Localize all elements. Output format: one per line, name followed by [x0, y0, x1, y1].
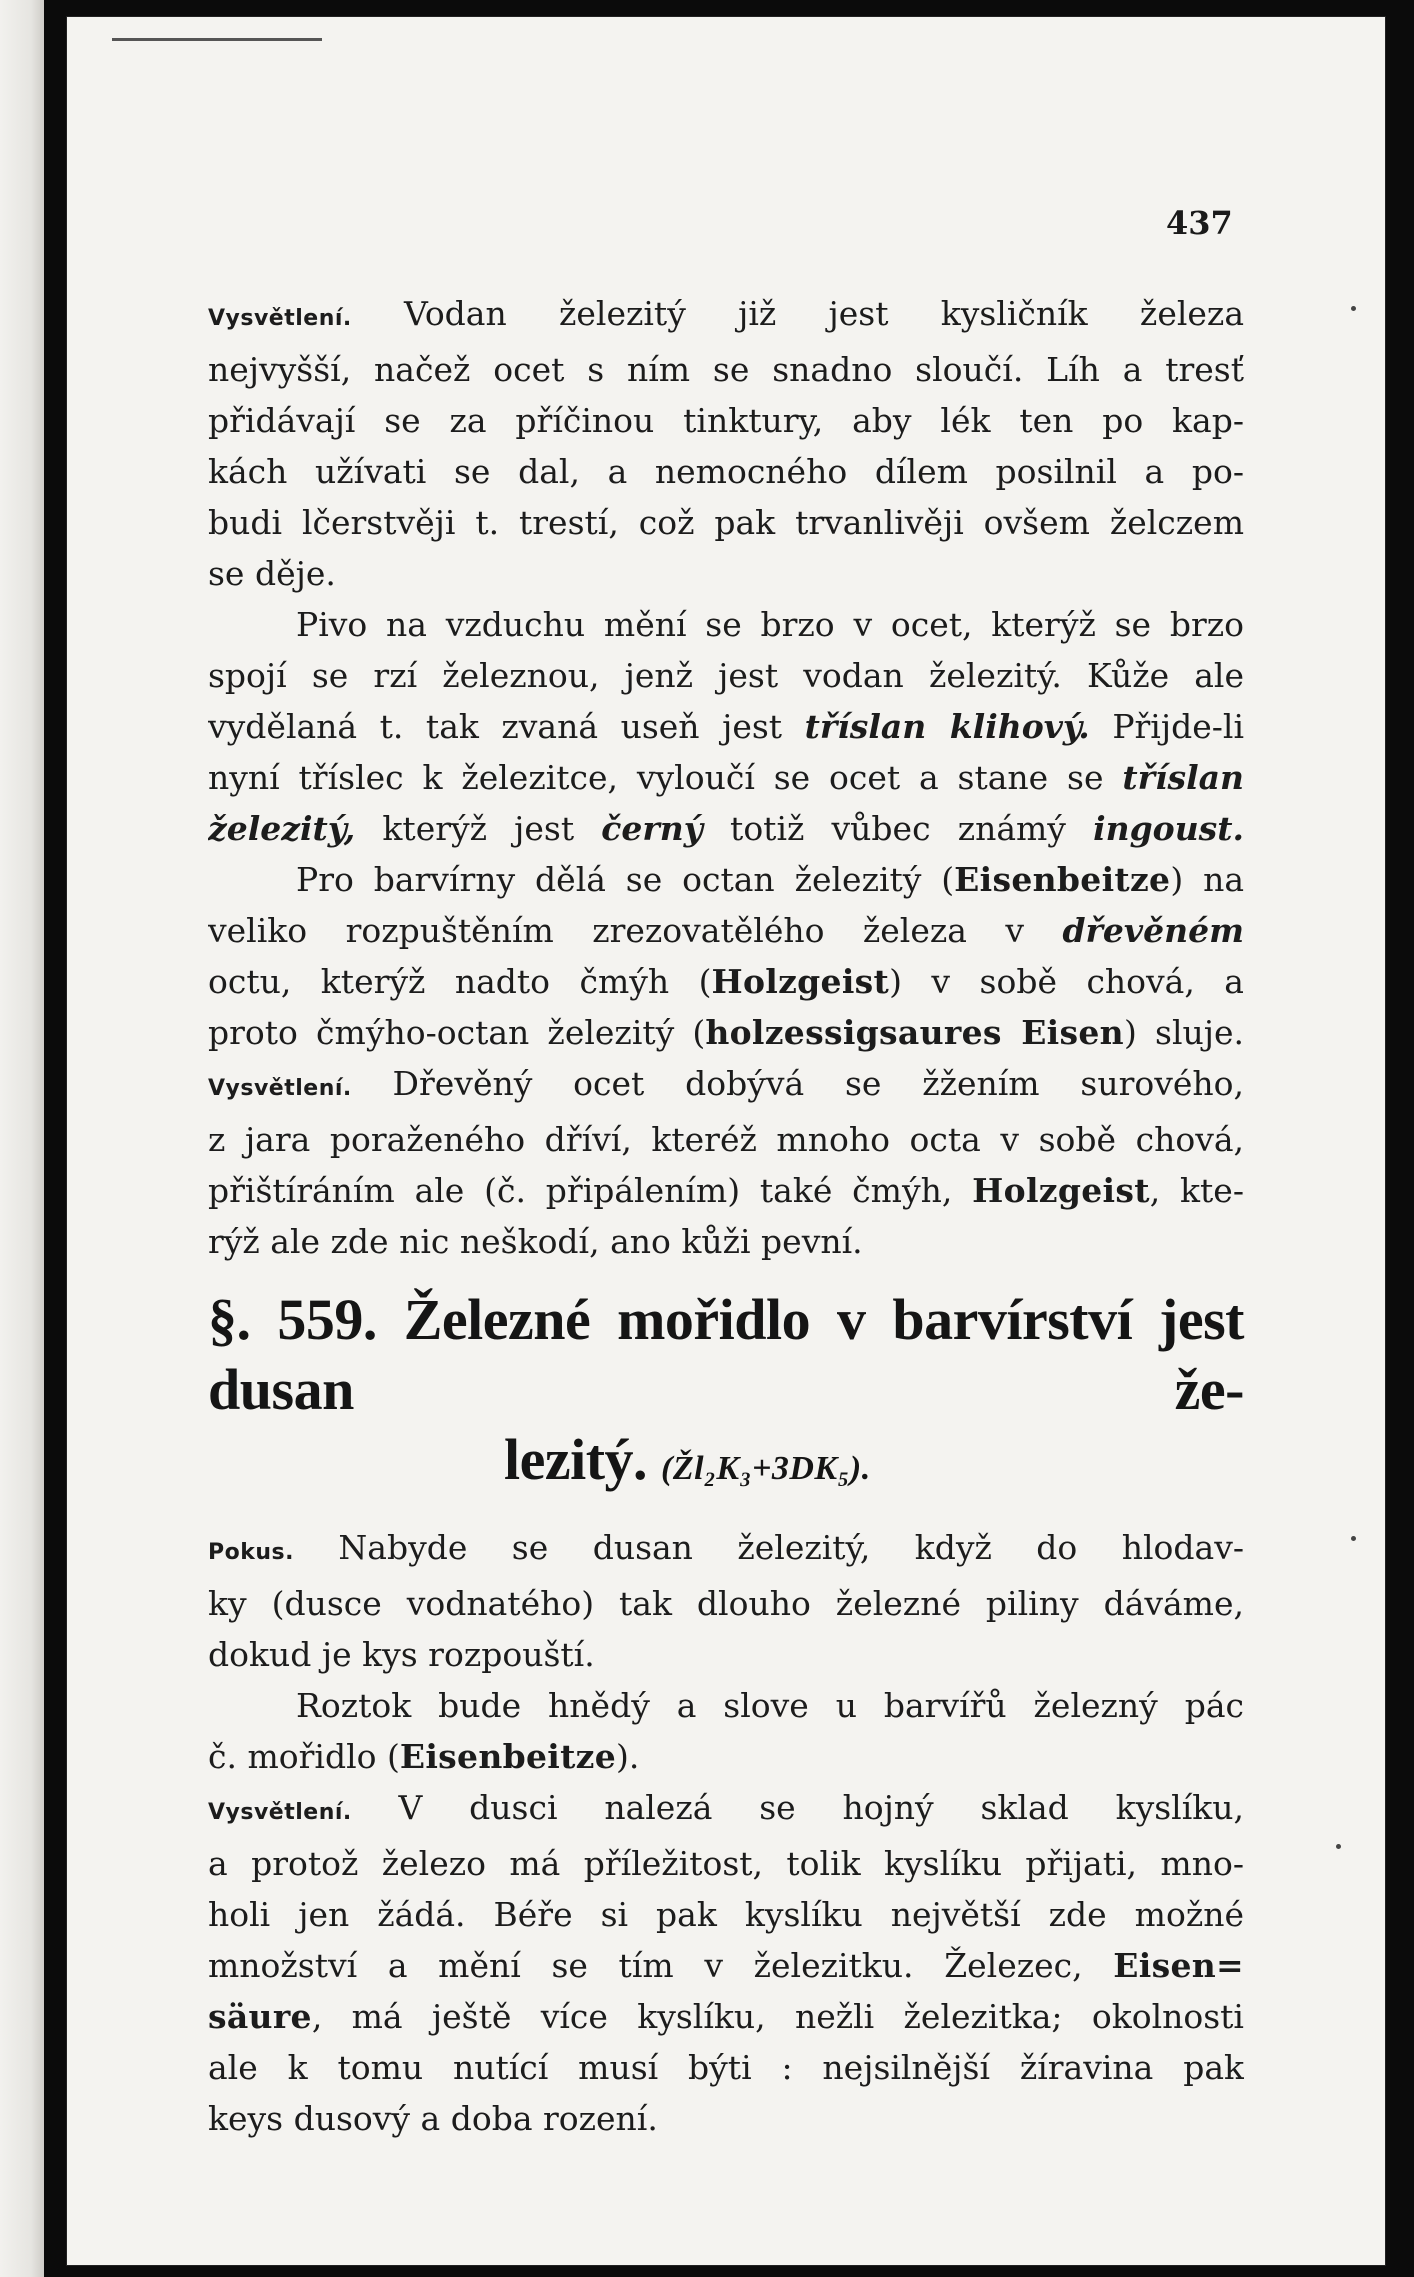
text-segment: č. mořidlo (	[208, 1737, 400, 1776]
speck-mark	[1351, 306, 1356, 311]
text-segment: ) na	[1170, 860, 1244, 899]
text-segment: Roztok bude hnědý a slove u barvířů železný pác	[296, 1686, 1244, 1725]
text-segment: octu, kterýž nadto čmýh (	[208, 962, 712, 1001]
italic-term: železitý,	[208, 809, 356, 848]
italic-term: dřevěném	[1062, 911, 1244, 950]
text-line	[208, 395, 1244, 446]
text-segment: veliko rozpuštěním zrezovatělého železa v	[208, 911, 1063, 950]
text-line	[208, 803, 1244, 854]
text-segment: holi jen žádá. Béře si pak kyslíku největší zde možné	[208, 1895, 1244, 1934]
text-segment: proto čmýho-octan železitý (	[208, 1013, 706, 1052]
text-segment: Přijde-li	[1089, 707, 1244, 746]
text-line	[208, 548, 1244, 599]
paragraph-label: Pokus.	[208, 1540, 294, 1565]
german-term: holzessigsaures Eisen	[705, 1013, 1124, 1052]
top-rule	[112, 38, 322, 41]
text-line	[208, 1838, 1244, 1889]
text-line	[208, 1940, 1244, 1991]
text-segment: Dřevěný ocet dobývá se žžením surového,	[351, 1064, 1244, 1103]
text-segment: dokud je kys rozpouští.	[208, 1635, 595, 1674]
text-segment: přištíráním ale (č. připálením) také čmýh,	[208, 1171, 973, 1210]
text-segment: Pivo na vzduchu mění se brzo v ocet, kterýž se brzo	[296, 605, 1244, 644]
text-line	[208, 1216, 1244, 1267]
text-segment: se děje.	[208, 554, 336, 593]
text-segment: ).	[616, 1737, 640, 1776]
text-line	[208, 854, 1244, 905]
text-segment: a protož železo má příležitost, tolik kyslíku přijati, mno-	[208, 1844, 1244, 1883]
text-line	[208, 344, 1244, 395]
text-line	[208, 1114, 1244, 1165]
text-line	[208, 1629, 1244, 1680]
text-line	[208, 1731, 1244, 1782]
text-segment: nyní tříslec k železitce, vyloučí se ocet a stane se	[208, 758, 1123, 797]
text-segment: ) v sobě chová, a	[889, 962, 1244, 1001]
text-line	[208, 599, 1244, 650]
text-segment: nejvyšší, načež ocet s ním se snadno sloučí. Líh a tresť	[208, 350, 1244, 389]
text-segment: rýž ale zde nic neškodí, ano kůži pevní.	[208, 1222, 863, 1261]
text-segment: kách užívati se dal, a nemocného dílem posilnil a po-	[208, 452, 1244, 491]
page-number: 437	[1166, 204, 1233, 242]
chemical-formula: (Žl₂K₃+3DK₅).	[661, 1450, 871, 1487]
german-term: Eisen=	[1113, 1946, 1244, 1985]
text-segment: ) sluje.	[1123, 1013, 1244, 1052]
text-segment: , kte-	[1149, 1171, 1244, 1210]
text-segment: V dusci nalezá se hojný sklad kyslíku,	[351, 1788, 1244, 1827]
text-segment: Vodan železitý již jest kysličník železa	[351, 294, 1244, 333]
section-heading-line-1: §. 559. Železné mořidlo v barvírství jest dusan že-	[208, 1287, 1244, 1422]
body-part-2	[208, 1522, 1244, 2144]
book-page	[66, 16, 1386, 2266]
text-line	[208, 1991, 1244, 2042]
paragraph-label: Vysvětlení.	[208, 1800, 352, 1825]
text-line	[208, 1889, 1244, 1940]
text-segment: vydělaná t. tak zvaná useň jest	[208, 707, 805, 746]
german-term: Eisenbeitze	[399, 1737, 617, 1776]
text-segment: z jara poraženého dříví, kteréž mnoho octa v sobě chová,	[208, 1120, 1244, 1159]
text-segment: množství a mění se tím v železitku. Železec,	[208, 1946, 1114, 1985]
text-line	[208, 2093, 1244, 2144]
section-heading	[208, 1285, 1244, 1504]
text-segment: keys dusový a doba rození.	[208, 2099, 658, 2138]
speck-mark	[1336, 1844, 1341, 1849]
text-line	[208, 497, 1244, 548]
section-heading-word: lezitý.	[504, 1427, 648, 1492]
paragraph-label: Vysvětlení.	[208, 1076, 352, 1101]
text-segment: spojí se rzí železnou, jenž jest vodan železitý. Kůže ale	[208, 656, 1244, 695]
german-term: Eisenbeitze	[954, 860, 1171, 899]
german-term: Holzgeist	[972, 1171, 1150, 1210]
text-segment: Nabyde se dusan železitý, když do hlodav-	[293, 1528, 1244, 1567]
italic-term: černý	[601, 809, 703, 848]
text-line	[208, 1522, 1244, 1578]
adjacent-page-edge	[0, 0, 44, 2277]
paragraph-label: Vysvětlení.	[208, 306, 352, 331]
italic-term: ingoust.	[1093, 809, 1244, 848]
italic-term: tříslan klihový.	[804, 707, 1090, 746]
text-line	[208, 1058, 1244, 1114]
text-segment: , má ještě více kyslíku, nežli železitka; okolnosti	[311, 1997, 1244, 2036]
german-term: säure	[208, 1997, 312, 2036]
text-line	[208, 1578, 1244, 1629]
section-heading-line-2	[208, 1425, 1244, 1504]
speck-mark	[1351, 1536, 1356, 1541]
text-line	[208, 905, 1244, 956]
text-segment: ky (dusce vodnatého) tak dlouho železné piliny dáváme,	[208, 1584, 1244, 1623]
text-line	[208, 446, 1244, 497]
text-segment: kterýž jest	[355, 809, 602, 848]
text-line	[208, 1165, 1244, 1216]
body-part-1	[208, 288, 1244, 1267]
text-line	[208, 956, 1244, 1007]
text-line	[208, 1007, 1244, 1058]
text-line	[208, 701, 1244, 752]
italic-term: tříslan	[1122, 758, 1244, 797]
text-segment: Pro barvírny dělá se octan železitý (	[296, 860, 955, 899]
text-line	[208, 2042, 1244, 2093]
body-text	[208, 288, 1244, 2144]
text-segment: totiž vůbec známý	[702, 809, 1094, 848]
text-line	[208, 650, 1244, 701]
german-term: Holzgeist	[711, 962, 890, 1001]
text-line	[208, 1782, 1244, 1838]
text-segment: ale k tomu nutící musí býti : nejsilnější žíravina pak	[208, 2048, 1244, 2087]
text-line	[208, 1680, 1244, 1731]
text-segment: přidávají se za příčinou tinktury, aby lék ten po kap-	[208, 401, 1244, 440]
text-line	[208, 288, 1244, 344]
text-segment: budi lčerstvěji t. trestí, což pak trvanlivěji ovšem želczem	[208, 503, 1244, 542]
text-line	[208, 752, 1244, 803]
